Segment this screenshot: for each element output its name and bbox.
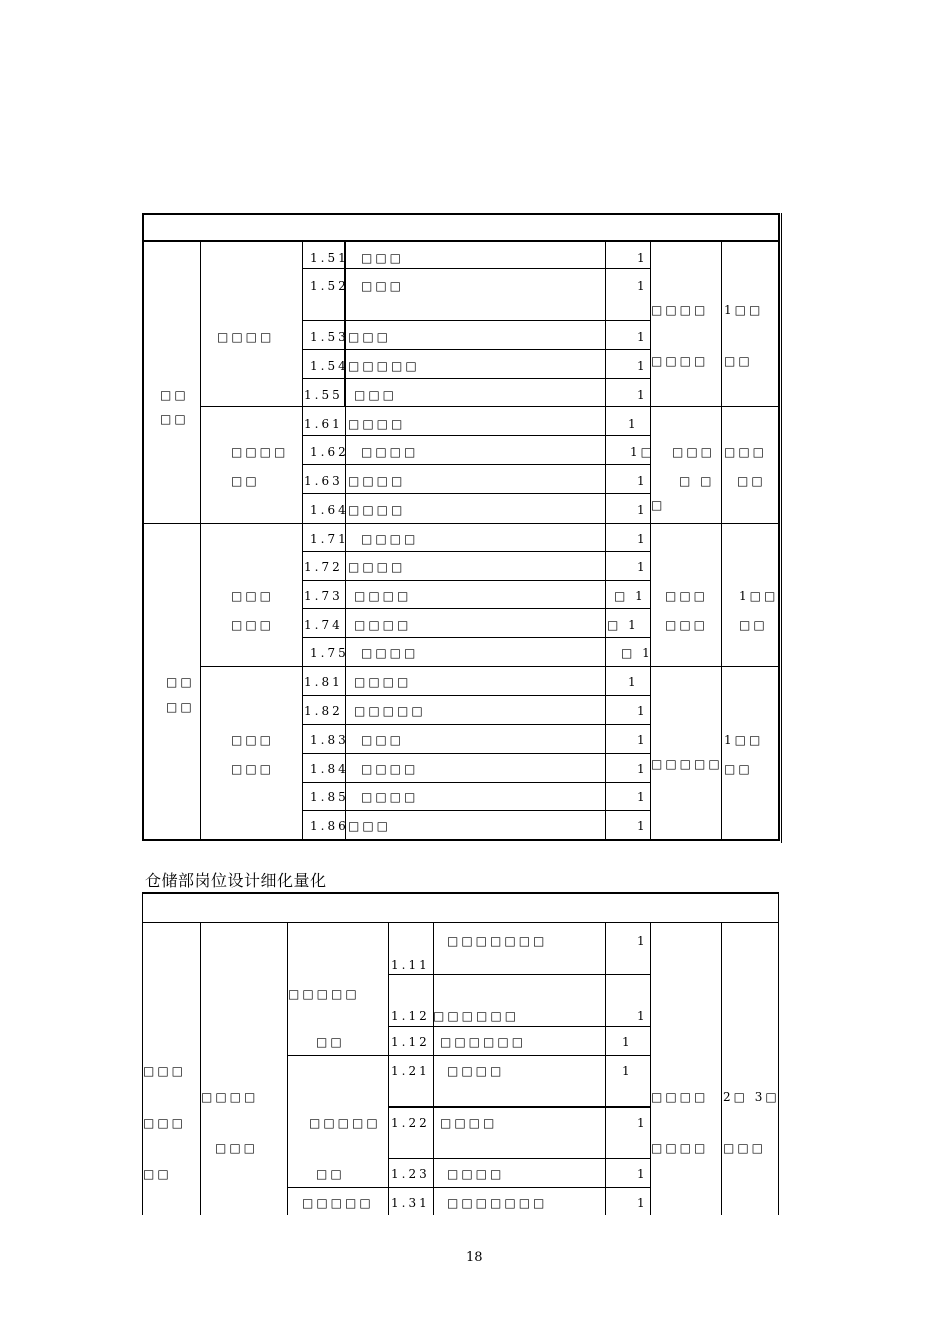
row-code: 1.72 xyxy=(304,560,343,574)
row-qty: 1 xyxy=(637,330,648,344)
row-code: 1.85 xyxy=(310,790,349,804)
group-label: □□□ xyxy=(231,618,275,632)
exp-label: 1□□ xyxy=(724,733,764,747)
row-qty: 1 xyxy=(637,733,648,747)
row-name: □□□□□□ xyxy=(440,1035,527,1049)
group-label: □□□ xyxy=(215,1141,259,1155)
row-name: □□□□ xyxy=(447,1064,505,1078)
exp-label: 1□□ xyxy=(724,303,764,317)
exp-label: □□ xyxy=(739,618,768,632)
row-name: □□□□ xyxy=(348,560,406,574)
req-label: □ □ xyxy=(679,474,715,488)
row-name: □□□□ xyxy=(354,589,412,603)
row-name: □□□□ xyxy=(361,646,419,660)
exp-label: □□ xyxy=(724,354,753,368)
row-qty: 1□ xyxy=(630,445,655,459)
row-qty: 1 xyxy=(637,388,648,402)
row-name: □□□ xyxy=(361,251,405,265)
row-qty: 1 xyxy=(622,1035,633,1049)
group-label: □□□ xyxy=(231,733,275,747)
req-label: □□□ xyxy=(672,445,716,459)
row-name: □□□□ xyxy=(354,675,412,689)
row-code: 1.54 xyxy=(310,359,349,373)
row-code: 1.53 xyxy=(310,330,349,344)
row-code: 1.84 xyxy=(310,762,349,776)
row-name: □□□□□ xyxy=(354,704,426,718)
row-qty: 1 xyxy=(637,251,648,265)
subgroup-label: □□□□□ xyxy=(288,987,360,1001)
row-code: 1.63 xyxy=(304,474,343,488)
row-name: □□□ xyxy=(361,733,405,747)
row-name: □□□□□ xyxy=(348,359,420,373)
row-code: 1.75 xyxy=(310,646,349,660)
row-name: □□□□□□ xyxy=(433,1009,520,1023)
row-qty: 1 xyxy=(637,704,648,718)
row-name: □□□ xyxy=(348,819,392,833)
row-name: □□□□ xyxy=(447,1167,505,1181)
exp-label: 2□ 3□ xyxy=(723,1090,780,1104)
row-code: 1.12 xyxy=(391,1035,430,1049)
row-name: □□□□ xyxy=(440,1116,498,1130)
row-code: 1.12 xyxy=(391,1009,430,1023)
subgroup-label: □□ xyxy=(316,1167,345,1181)
row-qty: 1 xyxy=(637,474,648,488)
req-label: □□□ xyxy=(665,618,709,632)
row-qty: 1 xyxy=(637,359,648,373)
req-label: □□□□ xyxy=(651,1141,709,1155)
row-qty: 1 xyxy=(637,819,648,833)
req-label: □□□□ xyxy=(651,354,709,368)
dept-label: □□ xyxy=(160,388,189,402)
row-name: □□□ xyxy=(348,330,392,344)
row-name: □□□□ xyxy=(348,503,406,517)
row-qty: 1 xyxy=(637,1196,648,1210)
row-name: □□□ xyxy=(361,279,405,293)
req-label: □ xyxy=(651,498,666,512)
row-code: 1.61 xyxy=(304,417,343,431)
row-code: 1.23 xyxy=(391,1167,430,1181)
row-qty: 1 xyxy=(637,560,648,574)
group-label: □□□ xyxy=(231,589,275,603)
dept-label: □□□ xyxy=(143,1064,187,1078)
group-label: □□□□ xyxy=(217,330,275,344)
exp-label: □□□ xyxy=(723,1141,767,1155)
row-code: 1.52 xyxy=(310,279,349,293)
row-code: 1.64 xyxy=(310,503,349,517)
row-qty: 1 xyxy=(628,417,639,431)
row-code: 1.51 xyxy=(310,251,349,265)
row-code: 1.74 xyxy=(304,618,343,632)
row-code: 1.81 xyxy=(304,675,343,689)
row-qty: 1 xyxy=(637,1009,648,1023)
row-name: □□□ xyxy=(354,388,398,402)
subgroup-label: □□ xyxy=(316,1035,345,1049)
exp-label: 1□□ xyxy=(739,589,779,603)
row-qty: □ 1 xyxy=(621,646,653,660)
row-name: □□□□ xyxy=(354,618,412,632)
row-code: 1.71 xyxy=(310,532,349,546)
row-qty: 1 xyxy=(637,1167,648,1181)
req-label: □□□□ xyxy=(651,1090,709,1104)
row-qty: 1 xyxy=(637,279,648,293)
row-code: 1.55 xyxy=(304,388,343,402)
row-code: 1.83 xyxy=(310,733,349,747)
dept-label: □□ xyxy=(160,412,189,426)
exp-label: □□ xyxy=(724,762,753,776)
req-label: □□□ xyxy=(665,589,709,603)
row-name: □□□□□□□ xyxy=(447,1196,548,1210)
row-code: 1.31 xyxy=(391,1196,430,1210)
section-heading: 仓储部岗位设计细化量化 xyxy=(145,871,327,890)
dept-label: □□ xyxy=(143,1167,172,1181)
subgroup-label: □□□□□ xyxy=(309,1116,381,1130)
row-name: □□□□ xyxy=(361,445,419,459)
row-code: 1.82 xyxy=(304,704,343,718)
dept-label: □□□ xyxy=(143,1116,187,1130)
dept-label: □□ xyxy=(166,700,195,714)
group-label: □□□□ xyxy=(201,1090,259,1104)
row-name: □□□□ xyxy=(361,762,419,776)
row-code: 1.22 xyxy=(391,1116,430,1130)
row-qty: □ 1 xyxy=(614,589,646,603)
row-qty: 1 xyxy=(637,762,648,776)
row-name: □□□□ xyxy=(348,474,406,488)
row-code: 1.11 xyxy=(391,958,430,972)
row-code: 1.62 xyxy=(310,445,349,459)
group-label: □□ xyxy=(231,474,260,488)
row-qty: 1 xyxy=(637,934,648,948)
row-name: □□□□ xyxy=(348,417,406,431)
group-label: □□□ xyxy=(231,762,275,776)
group-label: □□□□ xyxy=(231,445,289,459)
row-name: □□□□ xyxy=(361,790,419,804)
page-number: 18 xyxy=(466,1250,483,1265)
row-qty: 1 xyxy=(637,532,648,546)
req-label: □□□□ xyxy=(651,303,709,317)
row-code: 1.21 xyxy=(391,1064,430,1078)
row-name: □□□□□□□ xyxy=(447,934,548,948)
row-code: 1.86 xyxy=(310,819,349,833)
row-name: □□□□ xyxy=(361,532,419,546)
req-label: □□□□□ xyxy=(651,757,723,771)
row-qty: 1 xyxy=(628,675,639,689)
exp-label: □□ xyxy=(737,474,766,488)
row-qty: 1 xyxy=(622,1064,633,1078)
exp-label: □□□ xyxy=(724,445,768,459)
row-qty: 1 xyxy=(637,790,648,804)
row-qty: 1 xyxy=(637,503,648,517)
subgroup-label: □□□□□ xyxy=(302,1196,374,1210)
dept-label: □□ xyxy=(166,675,195,689)
row-code: 1.73 xyxy=(304,589,343,603)
row-qty: 1 xyxy=(637,1116,648,1130)
row-qty: □ 1 xyxy=(607,618,639,632)
